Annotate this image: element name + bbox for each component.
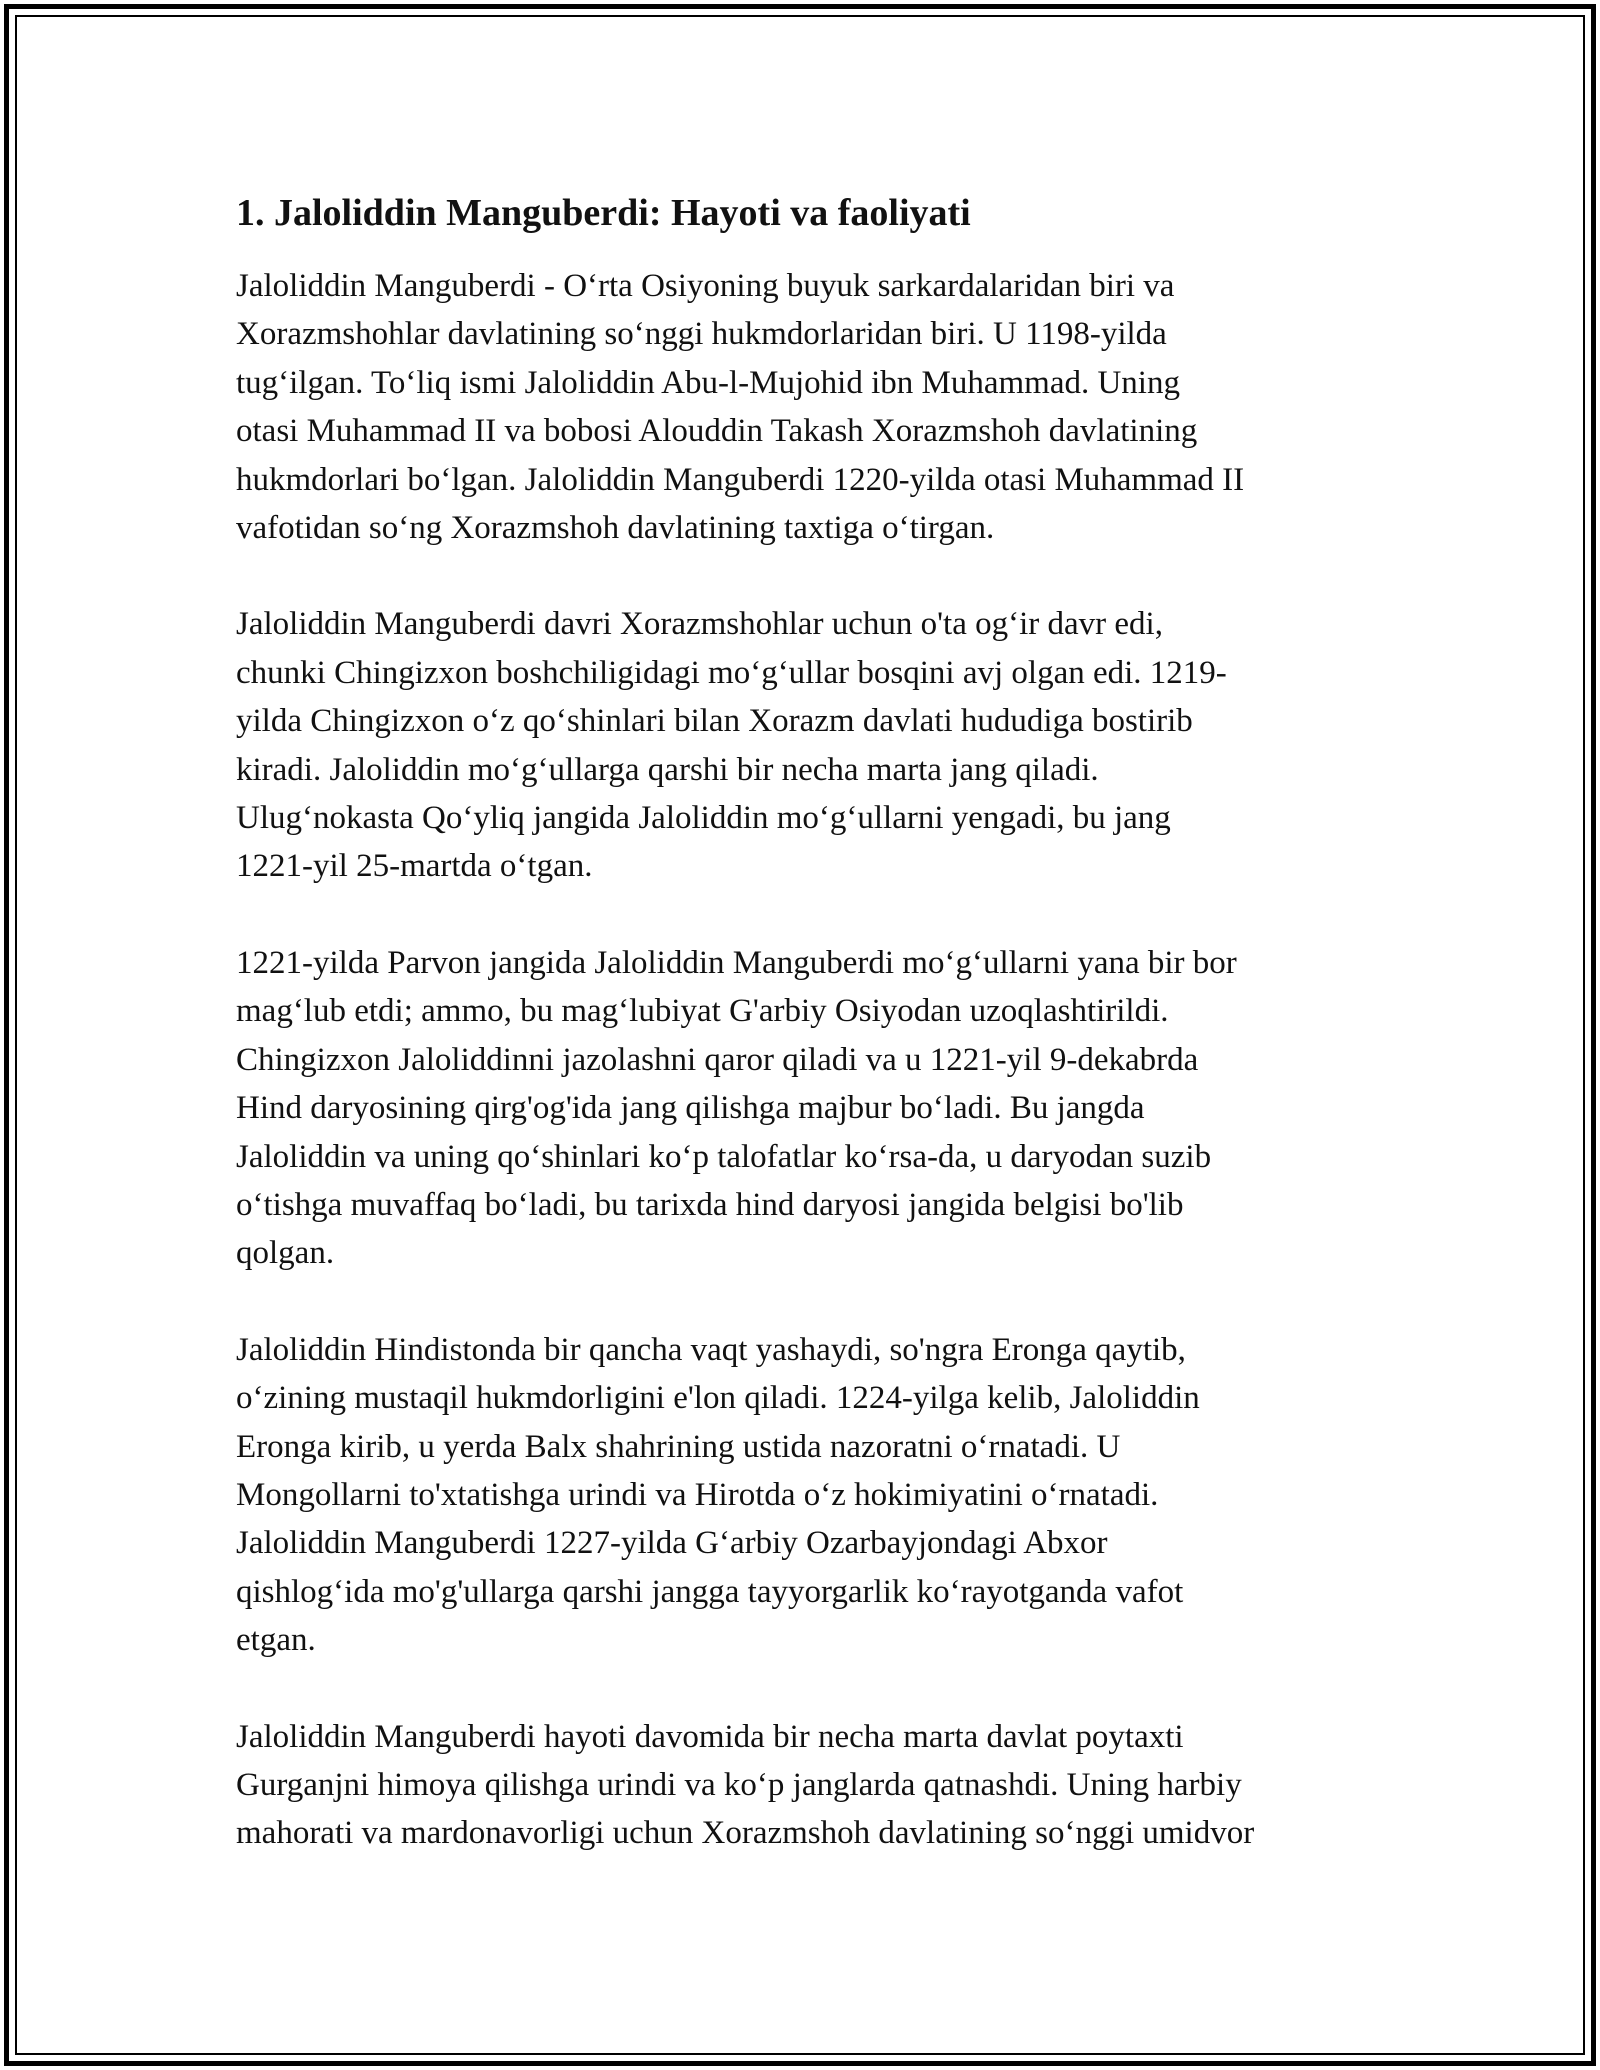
paragraph-3: 1221-yilda Parvon jangida Jaloliddin Manguberdi mo‘g‘ullarni yana bir bor mag‘lub etdi; ammo, bu mag‘lubiyat G'arbiy Osiyodan uzoqlashtirildi. Chingizxon Jaloliddinni jazolashni qaror qiladi va u 1221-yil 9-dekabrda Hind daryosining qirg'og'ida jang qilishga majbur bo‘ladi. Bu jangda Jaloliddin va uning qo‘shinlari ko‘p talofatlar ko‘rsa-da, u daryodan suzib o‘tishga muvaffaq bo‘ladi, bu tarixda hind daryosi jangida belgisi bo'lib qolgan.	[236, 944, 1237, 1272]
paragraph-5: Jaloliddin Manguberdi hayoti davomida bir necha marta davlat poytaxti Gurganjni himoya qilishga urindi va ko‘p janglarda qatnashdi. Uning harbiy mahorati va mardonavorligi uchun Xorazmshoh davlatining so‘nggi umidvor	[236, 1718, 1255, 1852]
document-page	[236, 186, 1416, 1906]
paragraph-2: Jaloliddin Manguberdi davri Xorazmshohlar uchun o'ta og‘ir davr edi, chunki Chingizxon boshchiligidagi mo‘g‘ullar bosqini avj olgan edi. 1219- yilda Chingizxon o‘z qo‘shinlari bilan Xorazm davlati hududiga bostirib kiradi. Jaloliddin mo‘g‘ullarga qarshi bir necha marta jang qiladi. Ulug‘nokasta Qo‘yliq jangida Jaloliddin mo‘g‘ullarni yengadi, bu jang 1221-yil 25-martda o‘tgan.	[236, 606, 1227, 885]
paragraph-4: Jaloliddin Hindistonda bir qancha vaqt yashaydi, so'ngra Eronga qaytib, o‘zining mustaqil hukmdorligini e'lon qiladi. 1224-yilga kelib, Jaloliddin Eronga kirib, u yerda Balx shahrining ustida nazoratni o‘rnatadi. U Mongollarni to'xtatishga urindi va Hirotda o‘z hokimiyatini o‘rnatadi. Jaloliddin Manguberdi 1227-yilda G‘arbiy Ozarbayjondagi Abxor qishlog‘ida mo'g'ullarga qarshi jangga tayyorgarlik ko‘rayotganda vafot etgan.	[236, 1331, 1200, 1659]
paragraph-1: Jaloliddin Manguberdi - O‘rta Osiyoning buyuk sarkardalaridan biri va Xorazmshohlar davlatining so‘nggi hukmdorlaridan biri. U 1198-yilda tug‘ilgan. To‘liq ismi Jaloliddin Abu-l-Mujohid ibn Muhammad. Uning otasi Muhammad II va bobosi Alouddin Takash Xorazmshoh davlatining hukmdorlari bo‘lgan. Jaloliddin Manguberdi 1220-yilda otasi Muhammad II vafotidan so‘ng Xorazmshoh davlatining taxtiga o‘tirgan.	[236, 268, 1245, 547]
document-title: 1. Jaloliddin Manguberdi: Hayoti va faoliyati	[236, 192, 971, 234]
